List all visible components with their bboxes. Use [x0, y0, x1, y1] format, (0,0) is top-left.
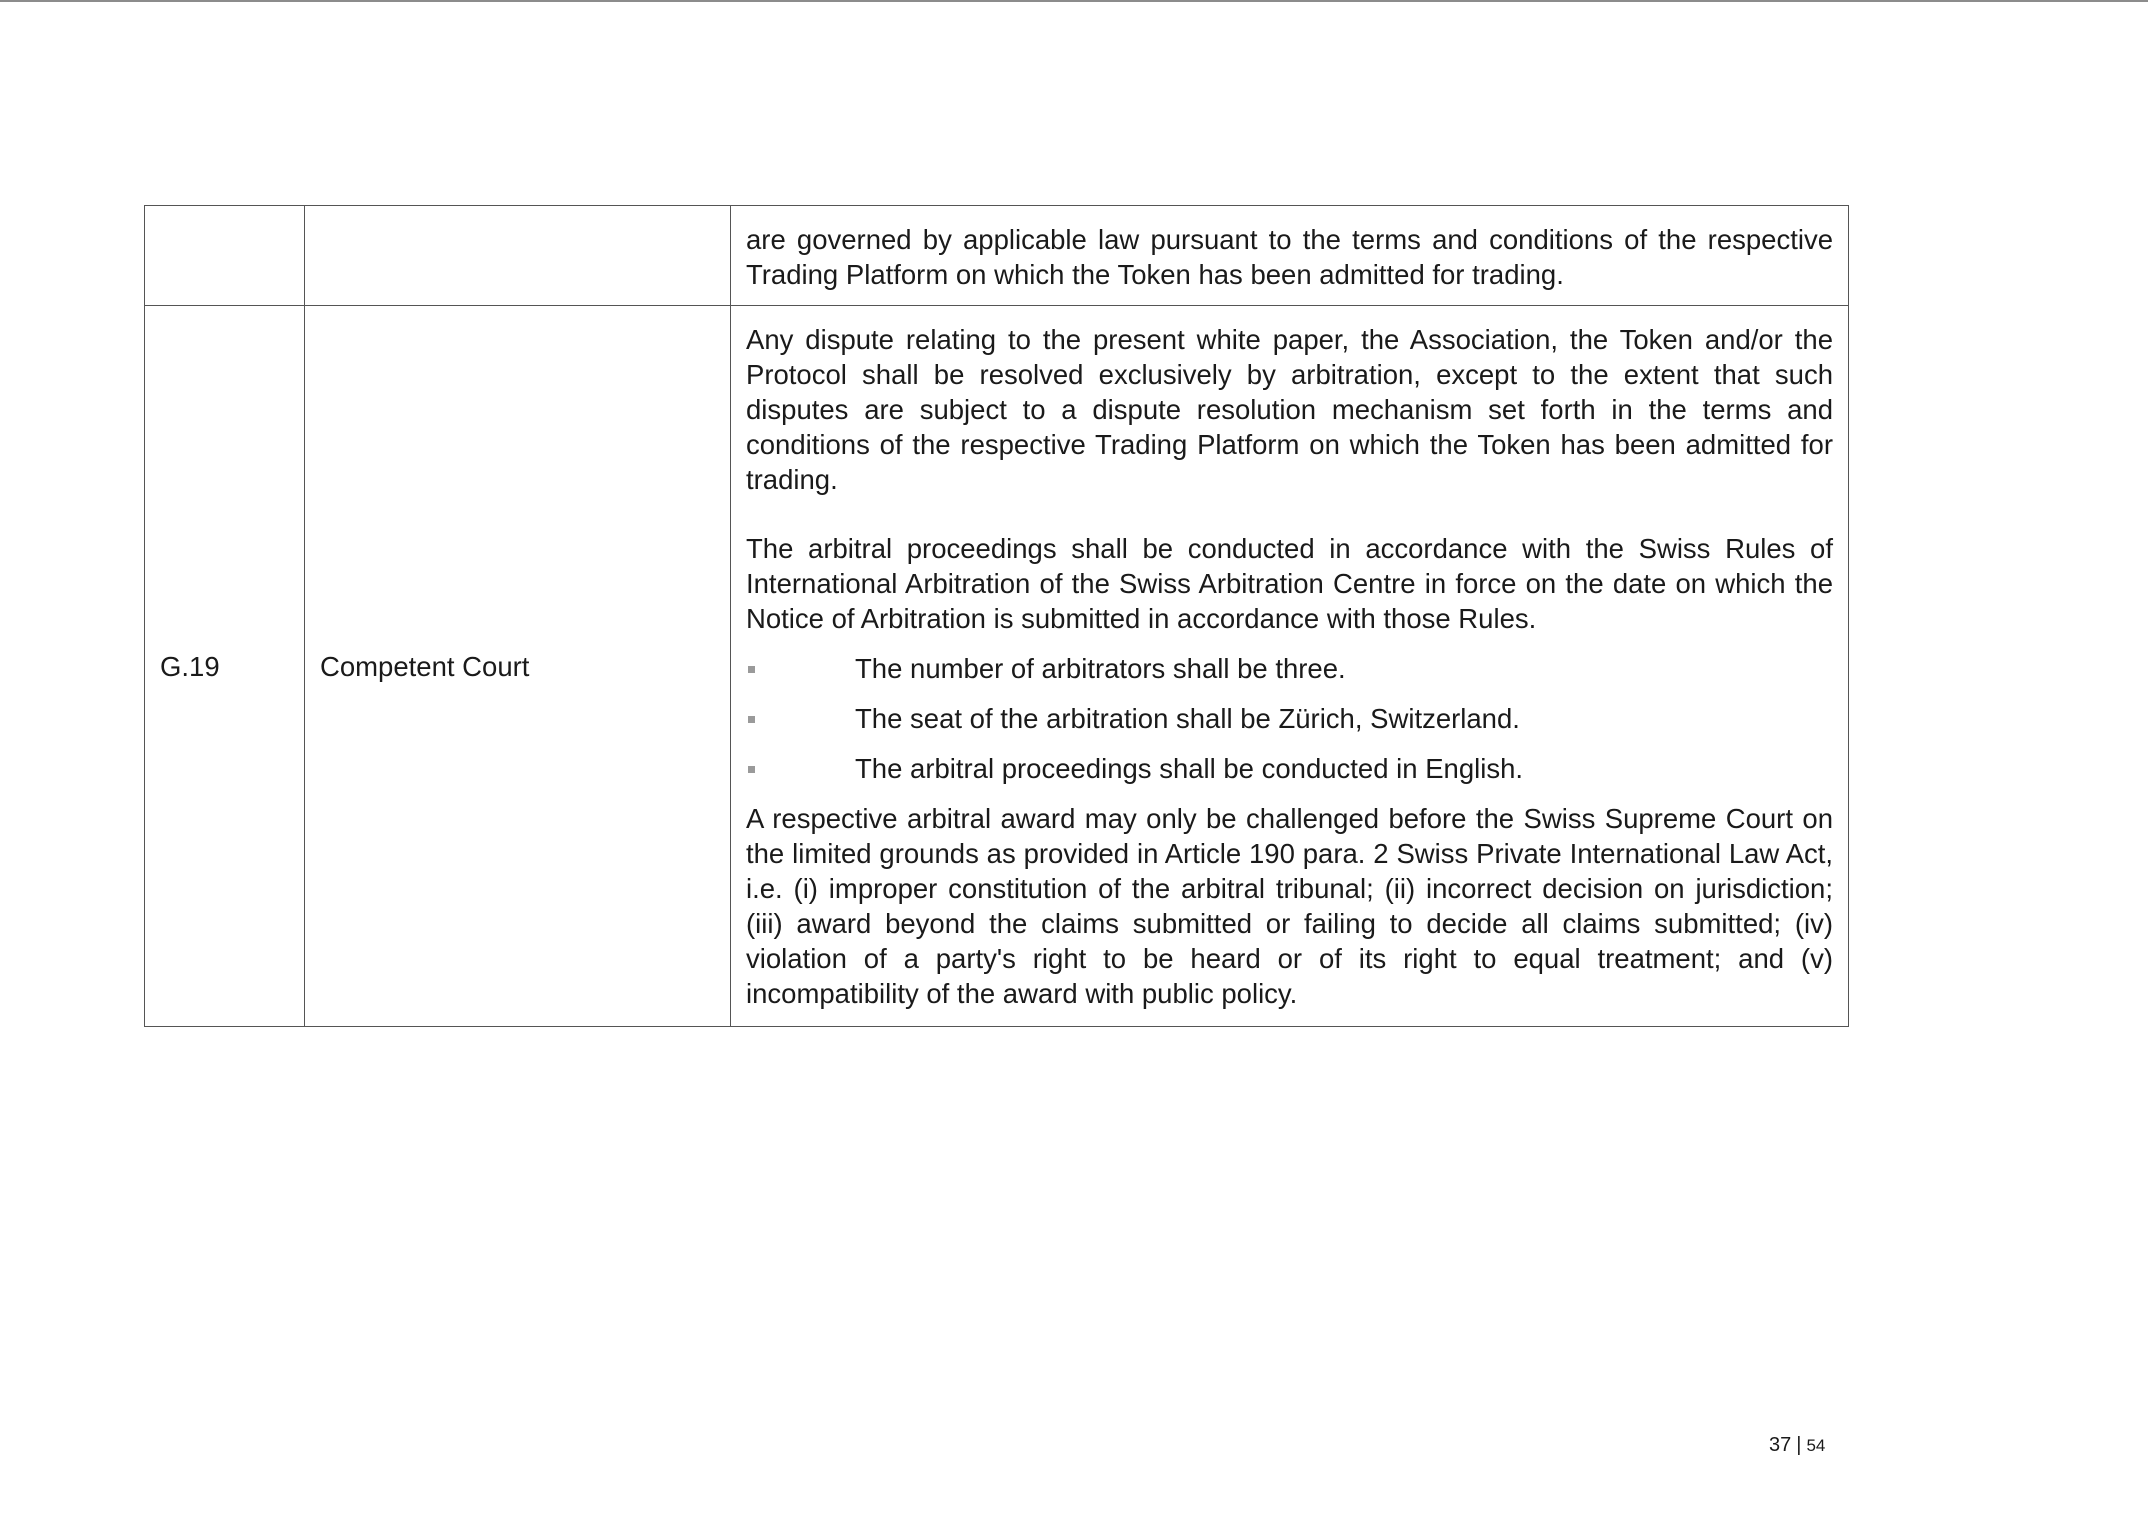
list-item-text: The number of arbitrators shall be three.: [855, 653, 1346, 684]
row-id-cell: [145, 206, 305, 306]
list-item: [746, 751, 1833, 786]
row-topic-cell: [305, 206, 731, 306]
square-bullet-icon: [748, 716, 755, 723]
page-total: 54: [1806, 1436, 1826, 1455]
row-content-cell: [731, 206, 1849, 306]
row-content-cell: [731, 306, 1849, 1027]
arbitral-rules-paragraph: The arbitral proceedings shall be conducted in accordance with the Swiss Rules of International Arbitration of the Swiss Arbitration Centre in force on the date on which the Notice of Arbitration is submitted in accordance with those Rules.: [746, 533, 1833, 634]
arbitration-terms-list: [746, 651, 1833, 786]
page-current: 37: [1769, 1434, 1792, 1456]
table-row-g19: [145, 306, 1849, 1027]
list-item: [746, 651, 1833, 686]
page-separator: |: [1796, 1434, 1802, 1456]
list-item-text: The seat of the arbitration shall be Zürich, Switzerland.: [855, 703, 1520, 734]
award-challenge-paragraph: A respective arbitral award may only be challenged before the Swiss Supreme Court on the limited grounds as provided in Article 190 para. 2 Swiss Private International Law Act, i.e. (i) improper constitution of the arbitral tribunal; (ii) incorrect decision on jurisdiction; (iii) award beyond the claims submitted or failing to decide all claims submitted; (iv) violation of a party's right to be heard or of its right to equal treatment; and (v) incompatibility of the award with public policy.: [746, 803, 1833, 1009]
row-id-cell: G.19: [145, 306, 305, 1027]
row-topic-cell: Competent Court: [305, 306, 731, 1027]
top-border-line: [0, 0, 2148, 2]
disclosure-table: [144, 205, 1849, 1027]
table-row: [145, 206, 1849, 306]
square-bullet-icon: [748, 666, 755, 673]
square-bullet-icon: [748, 766, 755, 773]
content-paragraph: are governed by applicable law pursuant to the terms and conditions of the respective Trading Platform on which the Token has been admitted for trading.: [746, 224, 1833, 290]
list-item-text: The arbitral proceedings shall be conducted in English.: [855, 753, 1524, 784]
list-item: [746, 701, 1833, 736]
arbitration-paragraph: Any dispute relating to the present white paper, the Association, the Token and/or the Protocol shall be resolved exclusively by arbitration, except to the extent that such disputes are subject to a dispute resolution mechanism set forth in the terms and conditions of the respective Trading Platform on which the Token has been admitted for trading.: [746, 324, 1833, 495]
page-number: [1769, 1434, 1825, 1457]
